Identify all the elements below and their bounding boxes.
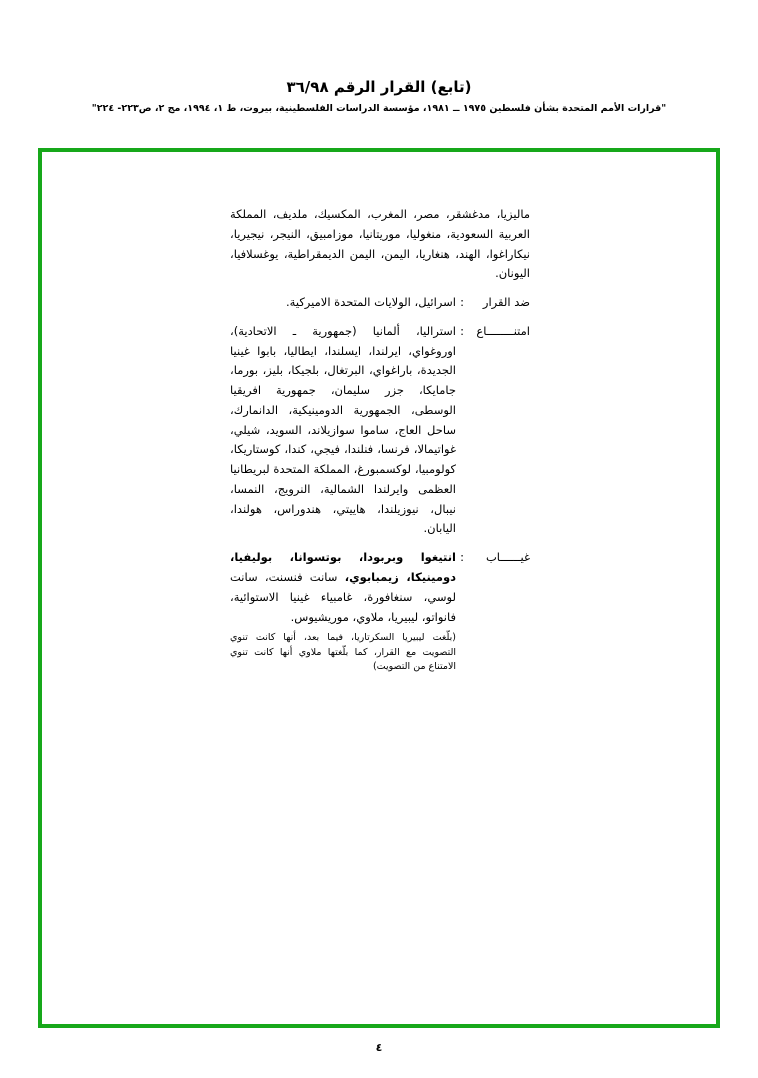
header-source-citation: "قرارات الأمم المتحدة بشأن فلسطين ١٩٧٥ ــ ١٩٨١، مؤسسة الدراسات الفلسطينية، بيروت، ط ١، ١٩٩٤، مج ٢، ص٢٢٣- ٢٢٤": [91, 103, 667, 114]
vote-row-absent: [230, 548, 530, 674]
page-header: [0, 78, 758, 114]
vote-row-footnote: (بلّغت ليبيريا السكرتاريا، فيما بعد، أنها كانت تنوي التصويت مع القرار، كما بلّغتها ملاوي أنها كانت تنوي الامتناع من التصويت): [230, 632, 456, 672]
document-body: [230, 205, 530, 674]
vote-row-colon: :: [460, 550, 464, 565]
vote-row-colon: :: [460, 295, 464, 310]
header-title: (تابع) القرار الرقم ٣٦/٩٨: [286, 78, 472, 96]
page-number: ٤: [375, 1041, 383, 1054]
vote-row-label: غيــــــاب: [485, 550, 530, 565]
vote-row-countries: اسرائيل، الولايات المتحدة الاميركية.: [286, 295, 456, 310]
opening-country-list: ماليزيا، مدغشقر، مصر، المغرب، المكسيك، ملديف، المملكة العربية السعودية، منغوليا، موريتانيا، موزامبيق، النيجر، نيجيريا، نيكاراغوا، الهند، هنغاريا، اليمن، اليمن الديمقراطية، يوغسلافيا، اليونان.: [230, 207, 530, 281]
vote-row-countries: استراليا، ألمانيا (جمهورية ـ الاتحادية)، اوروغواي، ايرلندا، ايسلندا، ايطاليا، بابوا غينيا الجديدة، باراغواي، البرتغال، بلجيكا، بليز، بورما، جامايكا، جزر سليمان، جمهورية افريقيا الوسطى، الجمهورية الدومينيكية، الدانمارك، ساحل العاج، ساموا سوازيلاند، السويد، شيلي، غواتيمالا، فرنسا، فنلندا، فيجي، كندا، كوستاريكا، كولومبيا، لوكسمبورغ، المملكة المتحدة لبريطانيا العظمى وايرلندا الشمالية، النرويج، النمسا، نيبال، نيوزيلندا، هاييتي، هندوراس، هولندا، اليابان.: [230, 323, 456, 536]
vote-row-countries-bold: انتيغوا وبربودا، بوتسوانا، بوليفيا، دومينيكا، زيمبابوي،: [230, 550, 457, 585]
vote-row-countries-wrapper: [230, 548, 456, 674]
vote-row-colon: :: [460, 323, 464, 338]
vote-row-against: [230, 293, 530, 313]
vote-row-label: امتنــــــــاع: [476, 323, 530, 338]
vote-row-label: ضد القرار: [482, 295, 530, 310]
page-footer: [0, 1041, 758, 1054]
vote-row-abstained: [230, 322, 530, 539]
vote-row-countries: سانت فنسنت، سانت لوسي، سنغافورة، غامبياء غينيا الاستوائية، فانواتو، ليبيريا، ملاوي، موريشيوس.: [230, 570, 456, 624]
